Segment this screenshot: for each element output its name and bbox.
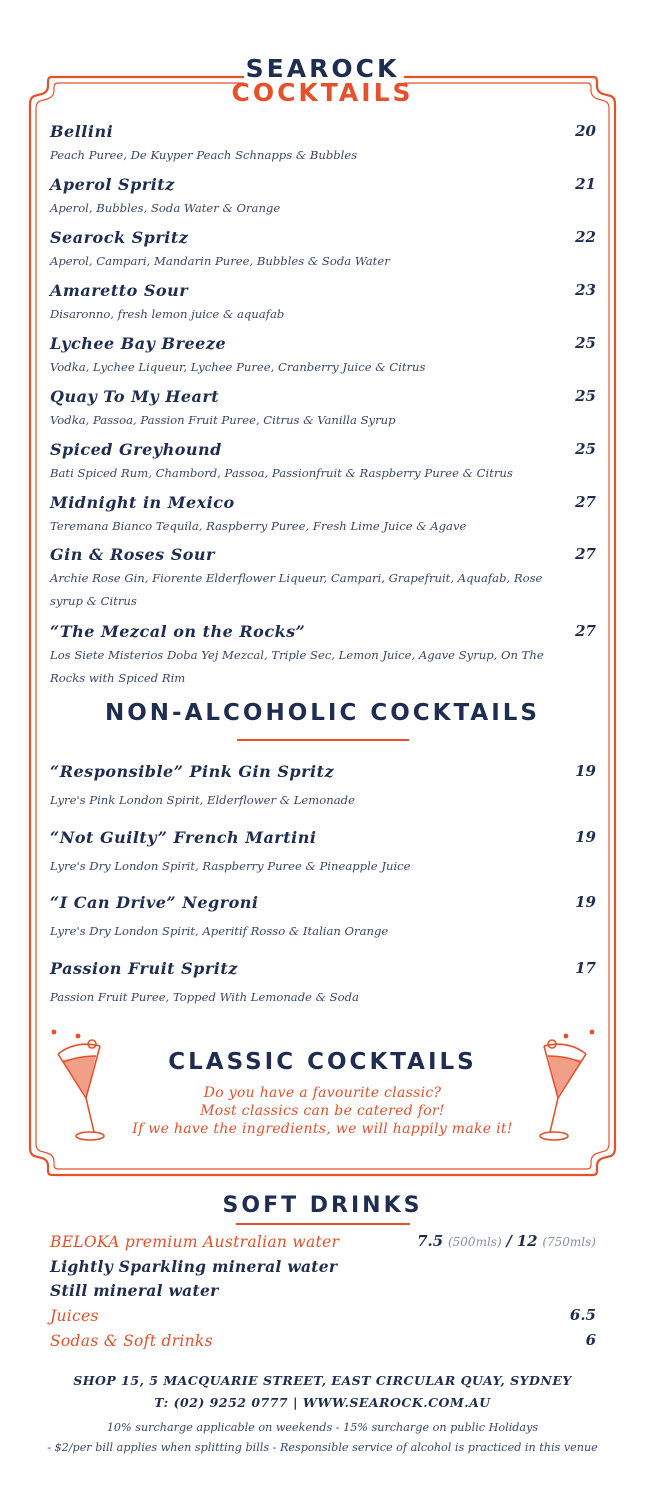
soft-drink-row <box>50 1306 596 1330</box>
footer-service-note: - $2/per bill applies when splitting bills - Responsible service of alcohol is practiced in this venue <box>47 1441 598 1454</box>
size-500ml: (500mls) <box>447 1235 502 1249</box>
soft-drink-name: Juices <box>50 1307 99 1325</box>
cocktail-item <box>50 334 596 379</box>
cocktail-name: Gin & Roses Sour <box>50 545 215 564</box>
cocktail-item <box>50 228 596 273</box>
price-separator: / <box>506 1232 512 1250</box>
soft-drink-price: 6.5 <box>569 1306 596 1324</box>
drink-desc: Lyre's Dry London Spirit, Raspberry Puree & Pineapple Juice <box>50 859 411 873</box>
drink-desc: Lyre's Pink London Spirit, Elderflower & Lemonade <box>50 793 355 807</box>
cocktail-item <box>50 281 596 326</box>
cocktail-name: “The Mezcal on the Rocks” <box>50 622 306 641</box>
soft-drink-name: BELOKA premium Australian water <box>50 1233 340 1251</box>
cocktail-price: 22 <box>575 228 596 246</box>
soft-drink-name: Sodas & Soft drinks <box>50 1332 213 1350</box>
cocktail-desc: Los Siete Misterios Doba Yej Mezcal, Triple Sec, Lemon Juice, Agave Syrup, On The Rocks with Spiced Rim <box>50 648 544 685</box>
cocktail-desc: Aperol, Bubbles, Soda Water & Orange <box>50 201 281 215</box>
drink-price: 19 <box>575 893 596 911</box>
header-searock: SEAROCK <box>245 54 400 83</box>
classic-cocktails-title: CLASSIC COCKTAILS <box>168 1049 477 1075</box>
soft-drink-row <box>50 1331 596 1355</box>
soft-drink-row <box>50 1281 596 1305</box>
soft-drinks-title: SOFT DRINKS <box>222 1193 423 1218</box>
price-500ml: 7.5 <box>417 1232 444 1250</box>
footer-surcharge-note: 10% surcharge applicable on weekends - 15% surcharge on public Holidays <box>106 1421 539 1434</box>
classic-line: If we have the ingredients, we will happily make it! <box>132 1121 513 1137</box>
cocktail-price: 25 <box>575 440 596 458</box>
drink-name: Passion Fruit Spritz <box>50 959 238 978</box>
cocktail-item <box>50 493 596 538</box>
non-alcoholic-title: NON-ALCOHOLIC COCKTAILS <box>104 700 540 726</box>
non-alcoholic-item <box>50 893 596 943</box>
cocktail-name: Quay To My Heart <box>50 387 220 406</box>
cocktail-desc: Bati Spiced Rum, Chambord, Passoa, Passionfruit & Raspberry Puree & Citrus <box>50 466 513 480</box>
cocktail-name: Bellini <box>50 122 114 141</box>
cocktail-item <box>50 122 596 167</box>
non-alcoholic-item <box>50 762 596 812</box>
drink-price: 17 <box>575 959 596 977</box>
cocktail-price: 23 <box>575 281 596 299</box>
section-divider <box>237 739 409 741</box>
cocktail-name: Midnight in Mexico <box>50 493 235 512</box>
footer-address: SHOP 15, 5 MACQUARIE STREET, EAST CIRCULAR QUAY, SYDNEY <box>73 1373 572 1388</box>
cocktail-name: Aperol Spritz <box>50 175 175 194</box>
cocktail-desc: Teremana Bianco Tequila, Raspberry Puree, Fresh Lime Juice & Agave <box>50 519 467 533</box>
cocktail-name: Searock Spritz <box>50 228 189 247</box>
cocktail-name: Spiced Greyhound <box>50 440 222 459</box>
cocktail-price: 27 <box>575 493 596 511</box>
drink-desc: Lyre's Dry London Spirit, Aperitif Rosso & Italian Orange <box>50 924 389 938</box>
cocktail-name: Amaretto Sour <box>50 281 189 300</box>
cocktail-item <box>50 622 596 690</box>
cocktail-price: 21 <box>575 175 596 193</box>
soft-drink-row <box>50 1257 596 1281</box>
cocktail-item <box>50 387 596 432</box>
section-divider <box>236 1223 410 1225</box>
cocktail-desc: Archie Rose Gin, Fiorente Elderflower Liqueur, Campari, Grapefruit, Aquafab, Rose syrup & Citrus <box>50 571 543 608</box>
soft-drink-name: Still mineral water <box>50 1281 219 1300</box>
cocktail-desc: Aperol, Campari, Mandarin Puree, Bubbles & Soda Water <box>50 254 390 268</box>
cocktail-name: Lychee Bay Breeze <box>50 334 227 353</box>
non-alcoholic-item <box>50 828 596 878</box>
soft-drink-price <box>417 1232 596 1250</box>
cocktail-desc: Vodka, Passoa, Passion Fruit Puree, Citrus & Vanilla Syrup <box>50 413 396 427</box>
cocktail-price: 27 <box>575 545 596 563</box>
drink-name: “Not Guilty” French Martini <box>50 828 317 847</box>
soft-drink-price: 6 <box>585 1331 596 1349</box>
header-cocktails: COCKTAILS <box>231 78 414 107</box>
cocktail-desc: Peach Puree, De Kuyper Peach Schnapps & Bubbles <box>50 148 358 162</box>
cocktail-desc: Vodka, Lychee Liqueur, Lychee Puree, Cranberry Juice & Citrus <box>50 360 426 374</box>
drink-name: “I Can Drive” Negroni <box>50 893 259 912</box>
drink-price: 19 <box>575 828 596 846</box>
cocktail-item <box>50 545 596 613</box>
cocktail-item <box>50 440 596 485</box>
footer-contact: T: (02) 9252 0777 | WWW.SEAROCK.COM.AU <box>154 1395 491 1410</box>
cocktail-item <box>50 175 596 220</box>
non-alcoholic-item <box>50 959 596 1009</box>
price-750ml: 12 <box>516 1232 538 1250</box>
size-750ml: (750mls) <box>542 1235 596 1249</box>
cocktail-price: 20 <box>575 122 596 140</box>
drink-name: “Responsible” Pink Gin Spritz <box>50 762 335 781</box>
soft-drink-name: Lightly Sparkling mineral water <box>50 1257 338 1276</box>
cocktail-price: 25 <box>575 334 596 352</box>
soft-drink-row <box>50 1232 596 1256</box>
cocktail-price: 25 <box>575 387 596 405</box>
cocktail-price: 27 <box>575 622 596 640</box>
classic-line: Do you have a favourite classic? <box>203 1085 442 1101</box>
drink-price: 19 <box>575 762 596 780</box>
cocktail-desc: Disaronno, fresh lemon juice & aquafab <box>50 307 285 321</box>
classic-line: Most classics can be catered for! <box>200 1103 445 1119</box>
drink-desc: Passion Fruit Puree, Topped With Lemonade & Soda <box>50 990 359 1004</box>
